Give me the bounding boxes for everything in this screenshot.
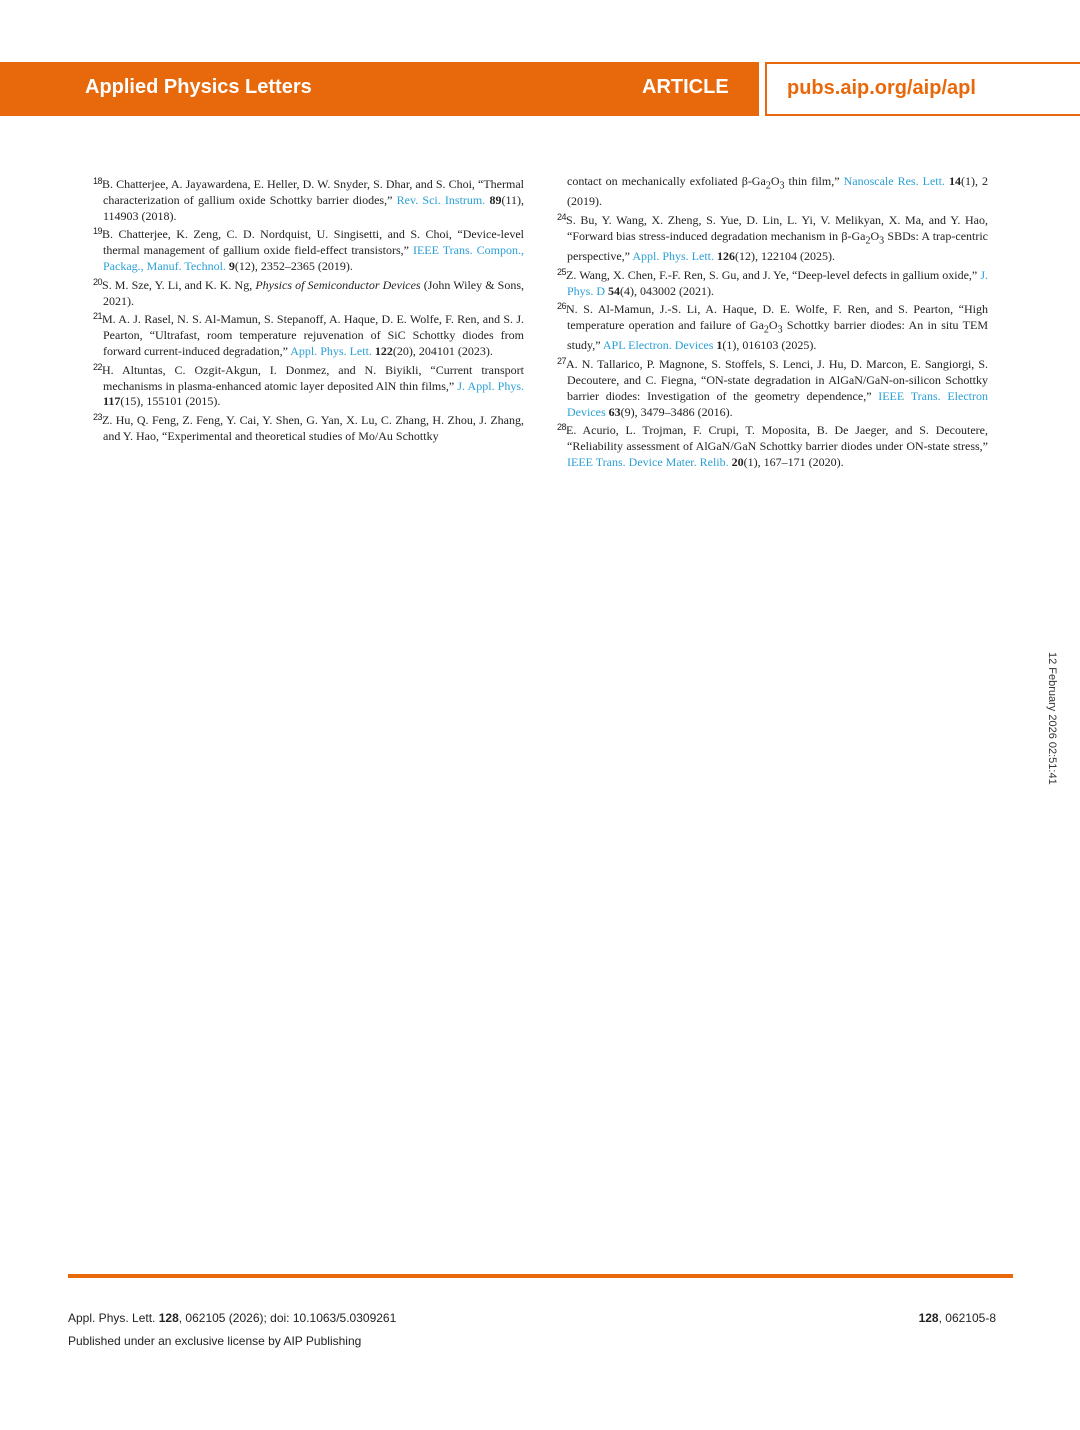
- volume-number: 54: [608, 283, 621, 298]
- journal-link[interactable]: IEEE Trans. Device Mater. Relib.: [567, 454, 729, 469]
- reference-text: (12), 122104 (2025).: [734, 248, 835, 263]
- volume-number: 126: [716, 248, 735, 263]
- footer-citation: [68, 1311, 396, 1325]
- subscript: 3: [777, 324, 783, 336]
- reference-text: B. Chatterjee, A. Jayawardena, E. Heller, D. W. Snyder, S. Dhar, and S. Choi, “Thermal characterization of gallium oxide Schottky barrier diodes,”: [102, 177, 524, 207]
- page-volume: 128: [918, 1311, 939, 1325]
- reference-text: Schottky barrier diodes: An in situ TEM study,”: [567, 318, 988, 353]
- reference-text: N. S. Al-Mamun, J.-S. Li, A. Haque, D. E. Wolfe, F. Ren, and S. Pearton, “High temperature operation and failure of Ga: [566, 302, 988, 333]
- reference-21: [93, 309, 524, 359]
- reference-text: S. Bu, Y. Wang, X. Zheng, S. Yue, D. Lin, L. Yi, V. Melikyan, X. Ma, and Y. Hao, “Forward bias stress-induced degradation mechanism in β-Ga: [566, 212, 988, 243]
- journal-link[interactable]: Nanoscale Res. Lett.: [843, 174, 945, 188]
- reference-23: [93, 410, 524, 445]
- reference-28: [557, 420, 988, 470]
- reference-18: [93, 174, 524, 224]
- volume-number: 122: [374, 343, 393, 358]
- reference-text: O: [870, 228, 880, 243]
- volume-number: 1: [716, 338, 723, 353]
- journal-link[interactable]: APL Electron. Devices: [602, 338, 714, 353]
- journal-link[interactable]: Appl. Phys. Lett.: [632, 248, 714, 263]
- citation-prefix: Appl. Phys. Lett.: [68, 1311, 159, 1325]
- reference-text: S. M. Sze, Y. Li, and K. K. Ng,: [102, 277, 256, 292]
- subscript: 2: [865, 235, 871, 247]
- journal-title: Applied Physics Letters: [85, 76, 312, 98]
- volume-number: 14: [948, 174, 961, 188]
- reference-text: (John Wiley & Sons, 2021).: [103, 277, 525, 308]
- reference-number: 19: [93, 226, 103, 237]
- reference-text: (12), 2352–2365 (2019).: [234, 258, 353, 273]
- journal-link[interactable]: J. Appl. Phys.: [457, 378, 524, 393]
- reference-19: [93, 224, 524, 274]
- volume-number: 9: [228, 258, 235, 273]
- subscript: 3: [779, 180, 785, 192]
- reference-text: M. A. J. Rasel, N. S. Al-Mamun, S. Stepanoff, A. Haque, D. E. Wolfe, F. Ren, and S. J. Pearton, “Ultrafast, room temperature rejuvenation of SiC Schottky diodes from forward current-induced degradation,”: [102, 312, 524, 358]
- footer-rule: [68, 1274, 1013, 1278]
- reference-24: [557, 210, 988, 265]
- volume-number: 89: [489, 192, 502, 207]
- subscript: 2: [765, 180, 771, 192]
- journal-link[interactable]: IEEE Trans. Electron Devices: [567, 388, 988, 419]
- journal-link[interactable]: IEEE Trans. Compon., Packag., Manuf. Technol.: [103, 243, 524, 273]
- download-date-stamp: 12 February 2026 02:51:41: [1046, 652, 1058, 785]
- reference-23-continuation: [557, 174, 988, 210]
- footer-page-number: [919, 1311, 996, 1325]
- reference-27: [557, 354, 988, 420]
- references-column-left: [93, 174, 524, 445]
- reference-number: 25: [557, 266, 567, 277]
- reference-number: 26: [557, 301, 567, 312]
- reference-text: (1), 016103 (2025).: [722, 338, 817, 353]
- reference-text: A. N. Tallarico, P. Magnone, S. Stoffels, S. Lenci, J. Hu, D. Marcon, E. Sangiorgi, S. Decoutere, and C. Fiegna, “ON-state degradation in AlGaN/GaN-on-silicon Schottky barrier diodes: Investigation of the geometry dependence,”: [566, 357, 988, 403]
- reference-number: 21: [93, 311, 103, 322]
- reference-text: SBDs: A trap-centric perspective,”: [567, 228, 989, 263]
- reference-number: 28: [557, 422, 567, 433]
- reference-text: (1), 2 (2019).: [567, 174, 988, 209]
- reference-text: B. Chatterjee, K. Zeng, C. D. Nordquist, U. Singisetti, and S. Choi, “Device-level thermal management of gallium oxide field-effect transistors,”: [102, 227, 524, 258]
- reference-text: H. Altuntas, C. Ozgit-Akgun, I. Donmez, and N. Biyikli, “Current transport mechanisms in plasma-enhanced atomic layer deposited AlN thin films,”: [102, 362, 524, 393]
- reference-20: [93, 275, 524, 310]
- reference-number: 18: [93, 176, 103, 186]
- journal-link[interactable]: Appl. Phys. Lett.: [290, 343, 372, 358]
- reference-text: Z. Hu, Q. Feng, Z. Feng, Y. Cai, Y. Shen, G. Yan, X. Lu, C. Zhang, H. Zhou, J. Zhang, and Y. Hao, “Experimental and theoretical studies of Mo/Au Schottky: [102, 413, 524, 443]
- footer-license: Published under an exclusive license by AIP Publishing: [68, 1334, 362, 1348]
- reference-text: (11), 114903 (2018).: [103, 192, 525, 223]
- reference-text: (1), 167–171 (2020).: [743, 454, 844, 469]
- reference-number: 20: [93, 276, 103, 287]
- reference-number: 24: [557, 211, 567, 222]
- reference-text: (4), 043002 (2021).: [620, 283, 714, 298]
- reference-text: E. Acurio, L. Trojman, F. Crupi, T. Moposita, B. De Jaeger, and S. Decoutere, “Reliability assessment of AlGaN/GaN Schottky barrier diodes under ON-state stress,”: [566, 423, 988, 454]
- reference-number: 27: [557, 356, 567, 367]
- volume-number: 20: [731, 454, 744, 469]
- reference-25: [557, 265, 988, 300]
- journal-url-link[interactable]: pubs.aip.org/aip/apl: [787, 77, 976, 99]
- reference-number: 23: [93, 412, 103, 423]
- reference-text: O: [770, 174, 780, 188]
- reference-text: (15), 155101 (2015).: [120, 394, 221, 409]
- reference-text: O: [768, 318, 778, 333]
- reference-number: 22: [93, 361, 103, 372]
- volume-number: 117: [103, 394, 121, 409]
- reference-22: [93, 360, 524, 410]
- reference-26: [557, 299, 988, 354]
- reference-text: Z. Wang, X. Chen, F.-F. Ren, S. Gu, and J. Ye, “Deep-level defects in gallium oxide,”: [566, 267, 981, 282]
- article-type-label: ARTICLE: [642, 76, 729, 98]
- journal-link[interactable]: J. Phys. D: [567, 267, 988, 298]
- citation-volume: 128: [158, 1311, 179, 1325]
- journal-link[interactable]: Rev. Sci. Instrum.: [396, 192, 486, 207]
- reference-text: (20), 204101 (2023).: [392, 343, 493, 358]
- book-title: Physics of Semiconductor Devices: [255, 277, 421, 292]
- subscript: 3: [879, 235, 885, 247]
- reference-text: contact on mechanically exfoliated β-Ga: [567, 174, 766, 188]
- volume-number: 63: [608, 404, 621, 419]
- citation-suffix: , 062105 (2026); doi: 10.1063/5.0309261: [178, 1311, 397, 1325]
- references-column-right: [557, 174, 988, 471]
- reference-text: (9), 3479–3486 (2016).: [620, 404, 733, 419]
- subscript: 2: [763, 324, 769, 336]
- reference-text: thin film,”: [784, 174, 844, 188]
- page-suffix: , 062105-8: [938, 1311, 996, 1325]
